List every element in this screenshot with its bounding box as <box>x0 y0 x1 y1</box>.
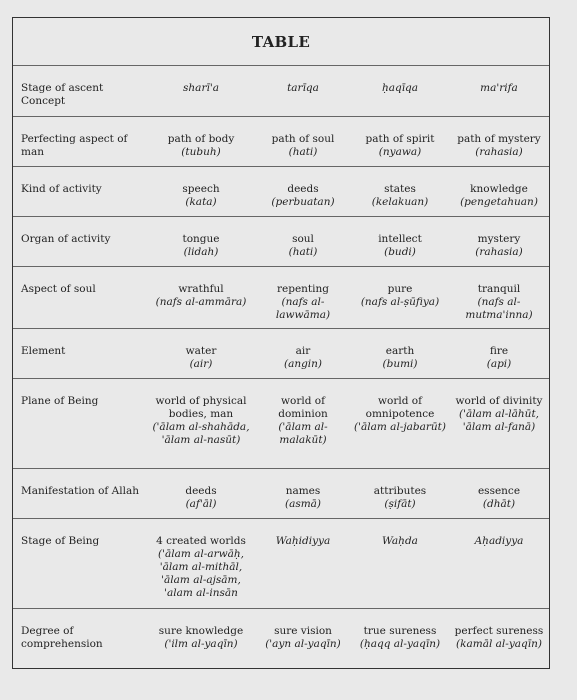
cell-transliteration: (api) <box>486 357 512 370</box>
cell-term: world of physical bodies, man <box>155 394 247 420</box>
cell-transliteration: (ḥaqq al-yaqīn) <box>359 637 441 650</box>
concept-label: Element <box>21 344 66 357</box>
table-row <box>13 166 549 216</box>
table-row <box>13 518 549 608</box>
table-title: TABLE <box>13 18 549 66</box>
cell-transliteration: tarīqa <box>287 82 319 94</box>
cell-term: world of omnipotence <box>365 394 435 420</box>
table-cell <box>255 518 351 608</box>
table-cell <box>255 608 351 668</box>
cell-term: names <box>285 484 321 497</box>
cell-transliteration: (nafs al-ammāra) <box>155 295 247 308</box>
table-cell <box>147 66 255 116</box>
cell-transliteration: ('ālam al-lāhūt, 'ālam al-fanā) <box>458 407 540 433</box>
cell-term: attributes <box>373 484 427 497</box>
cell-term: world of dominion <box>278 394 328 420</box>
table-cell <box>351 518 449 608</box>
cell-term: sure knowledge <box>158 624 244 637</box>
concept-label: Perfecting aspect of man <box>21 132 128 158</box>
row-concept <box>13 266 147 328</box>
cell-transliteration: (kamāl al-yaqīn) <box>456 637 542 650</box>
concept-label: Organ of activity <box>21 232 111 245</box>
row-concept <box>13 378 147 468</box>
cell-transliteration: (perbuatan) <box>271 195 335 208</box>
concept-label: Stage of ascent Concept <box>21 82 104 107</box>
cell-term: perfect sureness <box>454 624 544 637</box>
cell-term: path of body <box>167 132 235 145</box>
cell-transliteration: (asmā) <box>284 497 322 510</box>
table-cell <box>449 518 549 608</box>
table-cell <box>255 66 351 116</box>
cell-transliteration: (air) <box>189 357 213 370</box>
table-cell <box>351 468 449 518</box>
cell-transliteration: (budi) <box>384 245 416 258</box>
table-cell <box>449 116 549 166</box>
table-cell <box>351 266 449 328</box>
cell-transliteration: (nafs al-lawwāma) <box>275 295 331 321</box>
cell-transliteration: (dhāt) <box>482 497 516 510</box>
cell-transliteration: (tubuh) <box>181 145 221 158</box>
row-concept <box>13 328 147 378</box>
table-cell <box>255 328 351 378</box>
table-cell <box>147 518 255 608</box>
cell-transliteration: sharī'a <box>183 82 219 94</box>
table-cell <box>255 266 351 328</box>
table-cell <box>449 608 549 668</box>
cell-transliteration: (bumi) <box>382 357 418 370</box>
table-cell <box>255 378 351 468</box>
cell-transliteration: (kata) <box>185 195 217 208</box>
cell-transliteration: ma'rifa <box>480 82 518 94</box>
table-cell <box>351 166 449 216</box>
cell-term: world of divinity <box>455 394 543 407</box>
table-row <box>13 116 549 166</box>
table-cell <box>449 216 549 266</box>
table-cell <box>449 166 549 216</box>
row-concept <box>13 608 147 668</box>
cell-transliteration: ('ayn al-yaqīn) <box>265 637 341 650</box>
cell-transliteration: ('ālam al-arwāḥ, 'ālam al-mithāl, 'ālam al-ajsām, 'alam al-insān <box>158 547 244 599</box>
cell-term: speech <box>182 182 220 195</box>
cell-term: essence <box>477 484 521 497</box>
concept-label: Plane of Being <box>21 394 99 407</box>
cell-transliteration: (ṣifāt) <box>384 497 416 510</box>
cell-term: knowledge <box>470 182 528 195</box>
cell-transliteration: ('ilm al-yaqīn) <box>164 637 238 650</box>
cell-transliteration: (nafs al-ṣūfiya) <box>360 295 440 308</box>
row-concept <box>13 166 147 216</box>
concept-table <box>13 66 549 668</box>
cell-transliteration: ('ālam al-shahāda, 'ālam al-nasūt) <box>152 420 250 446</box>
cell-transliteration: (angin) <box>283 357 323 370</box>
table-cell <box>351 116 449 166</box>
cell-transliteration: (kelakuan) <box>371 195 429 208</box>
table-cell <box>449 266 549 328</box>
cell-transliteration: Aḥadiyya <box>474 534 524 547</box>
concept-label: Aspect of soul <box>21 282 96 295</box>
table-row <box>13 328 549 378</box>
row-concept <box>13 468 147 518</box>
table-cell <box>255 166 351 216</box>
cell-transliteration: Waḥidiyya <box>275 534 331 547</box>
row-concept <box>13 216 147 266</box>
concept-label: Manifestation of Allah <box>21 484 139 497</box>
table-row <box>13 608 549 668</box>
table-row <box>13 66 549 116</box>
cell-term: tranquil <box>477 282 521 295</box>
table-cell <box>351 216 449 266</box>
row-concept <box>13 518 147 608</box>
table-frame <box>12 17 550 669</box>
cell-term: states <box>384 182 416 195</box>
table-cell <box>147 608 255 668</box>
cell-term: sure vision <box>274 624 332 637</box>
cell-transliteration: ḥaqīqa <box>381 82 419 94</box>
cell-term: path of mystery <box>457 132 541 145</box>
row-concept <box>13 116 147 166</box>
cell-transliteration: Waḥda <box>382 534 418 547</box>
cell-term: air <box>295 344 311 357</box>
cell-transliteration: (rahasia) <box>475 245 523 258</box>
cell-term: deeds <box>185 484 217 497</box>
cell-transliteration: (af'āl) <box>185 497 217 510</box>
table-cell <box>255 116 351 166</box>
cell-term: pure <box>387 282 413 295</box>
table-cell <box>255 468 351 518</box>
table-cell <box>147 328 255 378</box>
cell-transliteration: ('ālam al-malakūt) <box>278 420 328 446</box>
table-cell <box>147 116 255 166</box>
cell-transliteration: (hati) <box>288 145 318 158</box>
table-cell <box>351 608 449 668</box>
cell-term: earth <box>385 344 415 357</box>
cell-term: fire <box>489 344 509 357</box>
table-row <box>13 468 549 518</box>
concept-label: Degree of comprehension <box>21 624 103 650</box>
table-cell <box>147 266 255 328</box>
table-cell <box>147 166 255 216</box>
table-row <box>13 266 549 328</box>
cell-transliteration: (rahasia) <box>475 145 523 158</box>
cell-transliteration: (pengetahuan) <box>460 195 538 208</box>
cell-term: intellect <box>378 232 422 245</box>
cell-term: mystery <box>477 232 521 245</box>
cell-term: true sureness <box>363 624 437 637</box>
table-cell <box>449 468 549 518</box>
cell-transliteration: (nafs al-mutma'inna) <box>465 295 533 321</box>
cell-term: repenting <box>277 282 329 295</box>
table-cell <box>449 328 549 378</box>
cell-term: wrathful <box>178 282 224 295</box>
cell-transliteration: (lidah) <box>183 245 219 258</box>
table-cell <box>147 216 255 266</box>
concept-label: Stage of Being <box>21 534 100 547</box>
cell-term: 4 created worlds <box>156 534 246 547</box>
cell-transliteration: ('ālam al-jabarūt) <box>354 420 446 433</box>
cell-term: deeds <box>287 182 319 195</box>
cell-term: path of soul <box>271 132 335 145</box>
table-cell <box>147 468 255 518</box>
cell-term: water <box>185 344 217 357</box>
cell-term: soul <box>292 232 314 245</box>
table-cell <box>351 328 449 378</box>
table-cell <box>449 66 549 116</box>
cell-transliteration: (hati) <box>288 245 318 258</box>
row-concept <box>13 66 147 116</box>
table-row <box>13 216 549 266</box>
cell-term: path of spirit <box>365 132 435 145</box>
table-row <box>13 378 549 468</box>
table-cell <box>147 378 255 468</box>
concept-label: Kind of activity <box>21 182 102 195</box>
cell-transliteration: (nyawa) <box>378 145 422 158</box>
table-cell <box>449 378 549 468</box>
table-cell <box>351 66 449 116</box>
table-cell <box>255 216 351 266</box>
table-cell <box>351 378 449 468</box>
cell-term: tongue <box>182 232 220 245</box>
